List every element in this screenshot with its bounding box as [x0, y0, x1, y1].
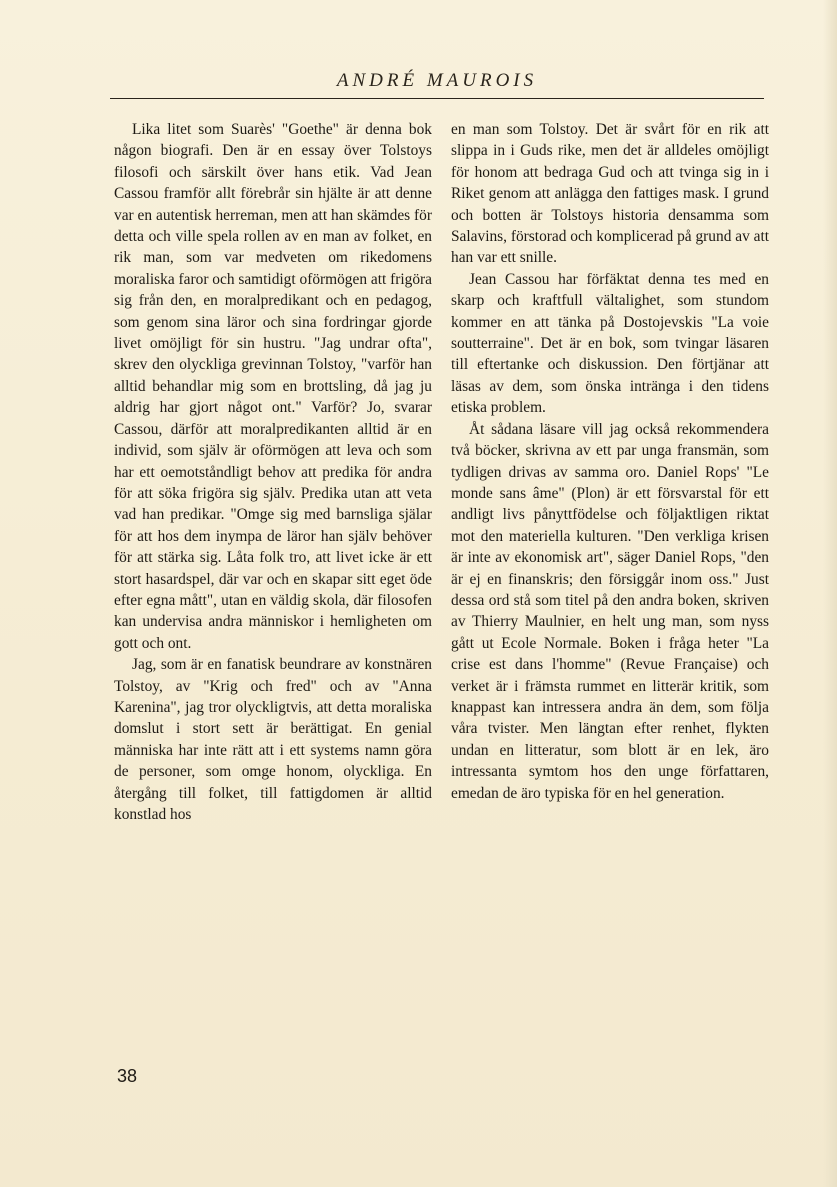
header-rule	[110, 98, 764, 99]
right-paragraph-3: Åt sådana läsare vill jag också rekommendera två böcker, skrivna av ett par unga fransmän, som tydligen drivas av samma oro. Daniel Rops' "Le monde sans âme" (Plon) är ett försvarstal för ett andligt livs pånyttfödelse och följaktligen riktat mot den materiella kulturen. "Den verkliga krisen är inte av ekonomisk art", säger Daniel Rops, "den är ej en finanskris; den försiggår inom oss." Just dessa ord stå som titel på den andra boken, skriven av Thierry Maulnier, en helt ung man, som nyss gått ut Ecole Normale. Boken i fråga heter "La crise est dans l'homme" (Revue Française) och verket är i främsta rummet en litterär kritik, som knappast kan intressera andra än dem, som följa våra tvister. Men längtan efter renhet, flykten undan en litteratur, som blott är en lek, äro intressanta symtom hos den unge författaren, emedan de äro typiska för en hel generation.	[451, 420, 769, 802]
right-column	[451, 119, 769, 804]
right-paragraph-1: en man som Tolstoy. Det är svårt för en rik att slippa in i Guds rike, men det är alldeles omöjligt för honom att bedraga Gud och att tvinga sig in i Riket genom att anlägga den fattiges mask. I grund och botten är Tolstoys historia densamma som Salavins, förstorad och komplicerad på grund av att han var ett snille.	[451, 121, 769, 267]
left-column	[114, 119, 432, 825]
running-title: ANDRÉ MAUROIS	[336, 70, 538, 91]
left-paragraph-2: Jag, som är en fanatisk beundrare av konstnären Tolstoy, av "Krig och fred" och av "Anna Karenina", jag tror olyckligtvis, att detta moraliska domslut i stort sett är berättigat. En genial människa har inte rätt att i ett systems namn göra de personer, som omge honom, olyckliga. En återgång till folket, till fattigdomen är alltid konstlad hos	[114, 656, 432, 823]
left-paragraph-1: Lika litet som Suarès' "Goethe" är denna bok någon biografi. Den är en essay över Tolstoys filosofi och särskilt över hans etik. Vad Jean Cassou framför allt förebrår sin hjälte är att denne var en autentisk herreman, men att han skämdes för detta och ville spela rollen av en man av folket, en rik man, som var medveten om rikedomens moraliska faror och samtidigt oförmögen att frigöra sig från den, en moralpredikant och en pedagog, som genom sina läror och sina fordringar gjorde livet omöjligt för sin hustru. "Jag undrar ofta", skrev den olyckliga grevinnan Tolstoy, "varför han alltid behandlar mig som en brottsling, då jag ju aldrig har gjort något ont." Varför? Jo, svarar Cassou, därför att moralpredikanten alltid är en individ, som själv är oförmögen att leva och som har ett oemotståndligt behov att predika för andra för att söka frigöra sig själv. Predika utan att veta vad han predikar. "Omge sig med barnsliga själar för att hos dem inympa de läror han själv behöver för att stärka sig. Låta folk tro, att livet icke är ett stort hasardspel, där var och en skapar sitt eget öde efter egna mått", utan en väldig skola, där filosofen kan undervisa andra människor i hemligheten om gott och ont.	[114, 121, 432, 652]
right-paragraph-2: Jean Cassou har förfäktat denna tes med en skarp och kraftfull vältalighet, som stundom kommer en att tänka på Dostojevskis "La voie soutterraine". Det är en bok, som tvingar läsaren till eftertanke och diskussion. Den förtjänar att läsas av dem, som önska intränga i den tidens etiska problem.	[451, 270, 769, 417]
page-number: 38	[117, 1066, 138, 1086]
page-edge-shadow	[823, 0, 837, 1187]
